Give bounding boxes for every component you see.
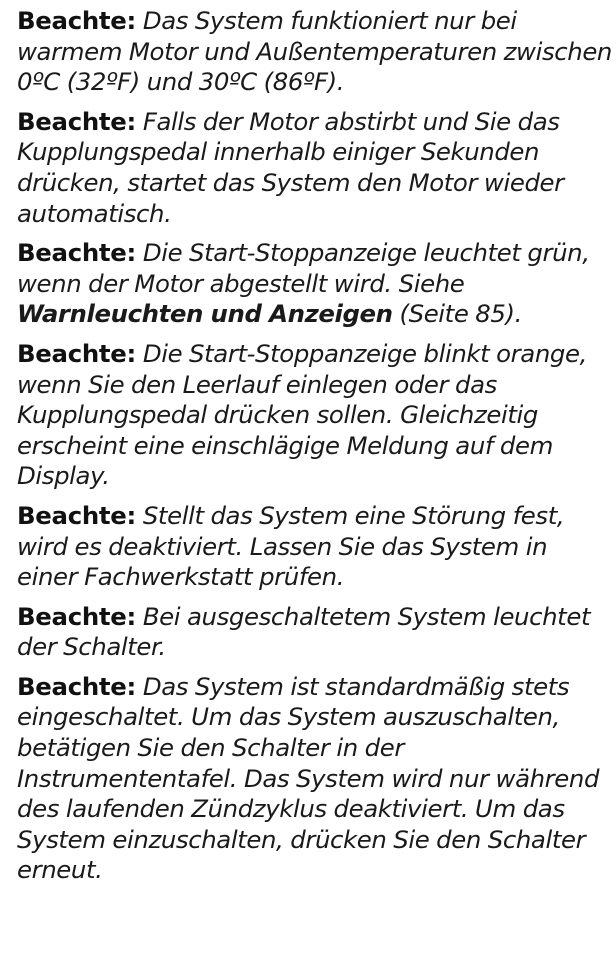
note-label: Beachte: — [17, 6, 136, 35]
note-system-fault — [17, 501, 613, 593]
note-indicator-green — [17, 238, 613, 330]
note-text: Stellt das System eine Störung fest, wird es deaktiviert. Lassen Sie das System in einer Fachwerkstatt prüfen. — [17, 500, 565, 592]
note-text: Bei ausgeschaltetem System leuchtet der Schalter. — [17, 601, 591, 662]
note-text: Das System funktioniert nur bei warmem Motor und Außentemperaturen zwischen 0ºC (32ºF) und 30ºC (86ºF). — [17, 6, 612, 97]
note-warm-engine — [17, 6, 613, 98]
cross-reference-link[interactable]: Warnleuchten und Anzeigen — [17, 299, 393, 329]
note-label: Beachte: — [17, 601, 136, 631]
note-engine-stall — [17, 107, 613, 229]
note-label: Beachte: — [17, 106, 136, 136]
note-default-enabled — [17, 672, 613, 886]
note-label: Beachte: — [17, 238, 136, 268]
note-label: Beachte: — [17, 338, 136, 368]
note-label: Beachte: — [17, 500, 136, 530]
page-reference: (Seite 85). — [399, 299, 523, 329]
note-switch-lit — [17, 602, 613, 663]
note-text: Falls der Motor abstirbt und Sie das Kupplungspedal innerhalb einiger Sekunden drücken, startet das System den Motor wieder automatisch. — [17, 106, 564, 228]
note-indicator-orange — [17, 339, 613, 492]
note-text: Das System ist standardmäßig stets eingeschaltet. Um das System auszuschalten, betätigen Sie den Schalter in der Instrumententafel. Das System wird nur während des laufenden Zündzyklus deaktiviert. Um das System einzuschalten, drücken Sie den Schalter erneut. — [17, 671, 600, 885]
note-label: Beachte: — [17, 671, 136, 701]
note-text: Die Start-Stoppanzeige blinkt orange, wenn Sie den Leerlauf einlegen oder das Kupplungspedal drücken sollen. Gleichzeitig erscheint eine einschlägige Meldung auf dem Display. — [17, 338, 587, 491]
notes-section — [17, 6, 613, 895]
note-text: Die Start-Stoppanzeige leuchtet grün, wenn der Motor abgestellt wird. Siehe — [17, 238, 590, 298]
